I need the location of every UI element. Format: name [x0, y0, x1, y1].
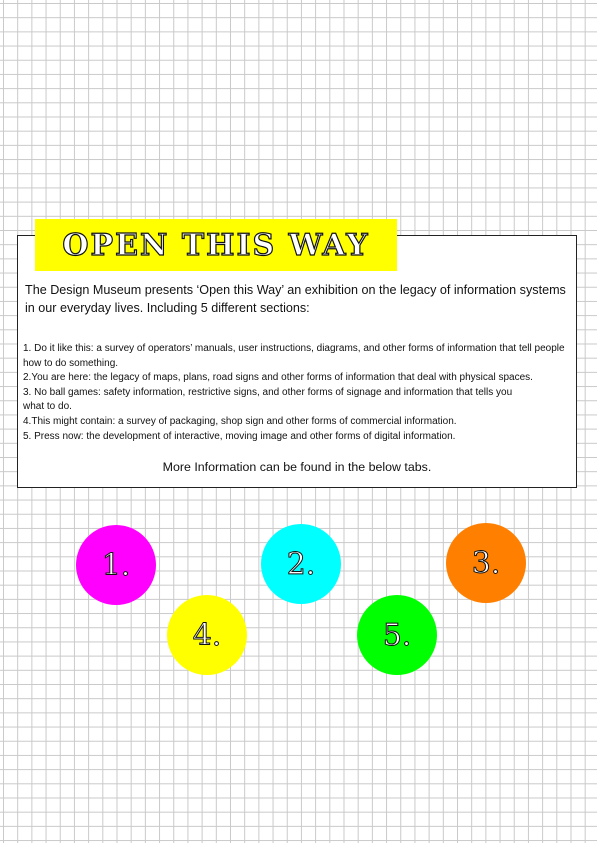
- section-item-2: 2.You are here: the legacy of maps, plans, road signs and other forms of information that deal with physical spaces.: [23, 372, 533, 384]
- tab-button-2[interactable]: [261, 524, 341, 604]
- page-title: OPEN THIS WAY: [62, 227, 370, 263]
- tab-button-5[interactable]: [357, 595, 437, 675]
- intro-text: The Design Museum presents ‘Open this Way’ an exhibition on the legacy of information systems in our everyday lives. Including 5 different sections:: [25, 283, 566, 315]
- tab-label-1: 1.: [101, 547, 131, 583]
- more-info-text: More Information can be found in the below tabs.: [162, 460, 432, 474]
- section-item-1: 1. Do it like this: a survey of operators’ manuals, user instructions, diagrams, and other forms of information that tell people how to do something.: [23, 343, 565, 369]
- tab-label-2: 2.: [286, 546, 316, 582]
- section-item-4: 4.This might contain: a survey of packaging, shop sign and other forms of commercial information.: [23, 415, 457, 427]
- section-item-3: 3. No ball games: safety information, restrictive signs, and other forms of signage and information that tells you what to do.: [23, 386, 513, 413]
- title-banner: [35, 219, 397, 271]
- tab-button-4[interactable]: [167, 595, 247, 675]
- tab-label-3: 3.: [471, 545, 501, 581]
- section-item-5: 5. Press now: the development of interactive, moving image and other forms of digital information.: [23, 430, 456, 442]
- section-list: [23, 342, 578, 444]
- tab-button-3[interactable]: [446, 523, 526, 603]
- tab-label-4: 4.: [192, 617, 222, 653]
- tab-label-5: 5.: [382, 617, 412, 653]
- tab-button-1[interactable]: [76, 525, 156, 605]
